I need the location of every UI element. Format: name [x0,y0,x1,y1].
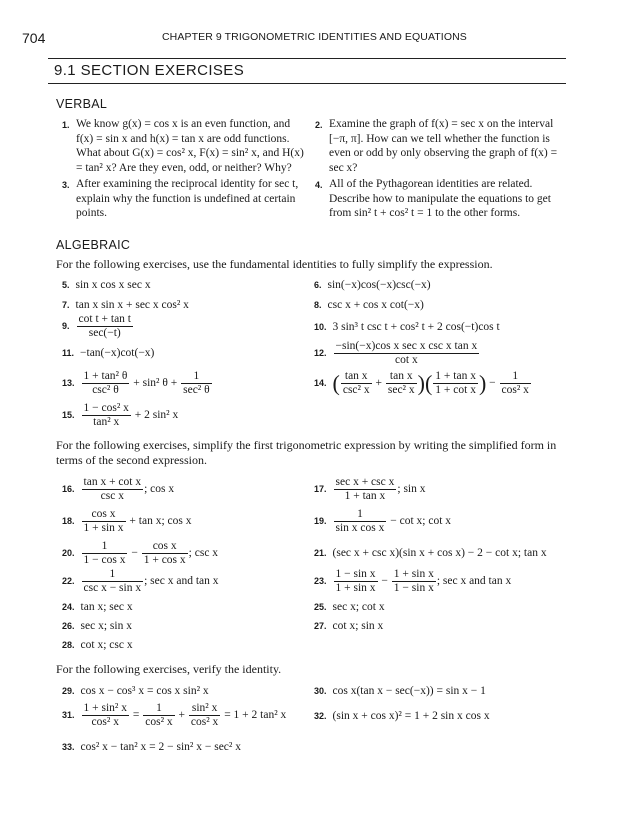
exercise-20: 20. $\frac{1}{\text{1 − cos x}}$ − $\frac{\text{cos x}}{\text{1 + cos x}}$ ; csc x [62,540,219,566]
exercise-33 [62,740,241,754]
exercise-3 [62,177,308,221]
exercise-14: 14. ( $\frac{\text{tan x}}{\text{csc² x}}$ + $\frac{\text{tan x}}{\text{sec² x}}$ )( $\frac{\text{1 + tan x}}{\text{1 + cot x}}$ ) − $\frac{1}{\text{cos² x}}$ [314,370,529,396]
expression-part: 1 + sin x [335,582,376,594]
expression-part: sin² x [189,702,220,716]
expression-part: 1 − sin x [335,568,376,580]
section-title: 9.1 SECTION EXERCISES [54,62,245,79]
exercise-16 [62,476,174,503]
expression-part: tan x [341,370,372,384]
fraction [386,370,417,397]
exercise-number: 21. [314,548,327,558]
expression-part: csc x + cos x cot(−x) [327,299,424,311]
exercise-23: 23. $\frac{\text{1 − sin x}}{\text{1 + sin x}}$ − $\frac{\text{1 + sin x}}{\text{1 − sin x}}$ ; sec x and tan x [314,568,512,594]
expression-part: cot x [395,354,418,366]
exercise-number: 6. [314,280,322,290]
expression-part: sin x cos x [335,522,385,534]
exercise-12 [314,340,480,367]
expression-part: cos² x [190,716,219,728]
exercise-number: 13. [62,378,75,389]
expression-part: = 1 + 2 tan² x [224,709,287,722]
expression-part: cos x(tan x − sec(−x)) = sin x − 1 [332,685,486,697]
exercise-1 [62,117,308,175]
exercise-number: 9. [62,321,70,332]
algebraic-heading: ALGEBRAIC [56,238,131,252]
expression-part: cos x − cos³ x = cos x sin² x [80,685,209,697]
expression-part: tan x sin x + sec x cos² x [75,299,189,311]
expression-part: 1 + sin x [83,522,124,534]
expression-part: 1 + sin² x [83,702,127,714]
expression-part: tan x; sec x [80,601,133,613]
expression-part: 1 [500,370,531,384]
expression-part: + 2 sin² x [134,409,179,422]
exercise-6 [314,278,431,292]
exercise-number: 8. [314,300,322,310]
exercise-text: We know g(x) = cos x is an even function, and f(x) = sin x and h(x) = tan x are odd functions. What about G(x) = cos² x, F(x) = sin² x, and H(x) = tan² x? Are they even, odd, or neither? Why? [76,118,304,174]
exercise-number: 7. [62,300,70,310]
expression-part: −sin(−x)cos x sec x csc x tan x [335,340,478,352]
parenthesis: ) [478,370,487,396]
exercise-18 [62,508,191,535]
exercise-number: 22. [62,576,75,587]
exercise-number: 28. [62,640,75,650]
exercise-number: 14. [314,378,327,389]
exercise-26 [62,619,132,633]
instruction-verify: For the following exercises, verify the identity. [56,662,282,676]
instruction-simplify: For the following exercises, use the fundamental identities to fully simplify the expression. [56,257,493,271]
exercise-number: 12. [314,348,327,359]
parenthesis: ( [332,370,340,396]
fraction [82,476,144,503]
running-header [162,31,467,43]
expression-part: + sin² θ + [133,377,178,390]
fraction [334,476,397,503]
page-number: 704 [22,30,46,46]
expression-part: sec(−t) [88,327,121,339]
exercise-number: 26. [62,621,75,631]
expression-part: csc² x [342,384,370,396]
expression-part: cos² x − tan² x = 2 − sin² x − sec² x [80,741,241,753]
exercise-22 [62,568,219,595]
exercise-number: 30. [314,686,327,696]
exercise-13 [62,370,213,397]
expression-part: 1 [82,568,144,582]
expression-part: 1 [143,702,174,716]
fraction [433,370,478,397]
expression-part: ; sec x and tan x [436,575,512,588]
expression-part: csc² θ [92,384,119,396]
exercise-number: 5. [62,280,70,290]
expression-part: (sin x + cos x)² = 1 + 2 sin x cos x [332,710,490,722]
expression-part: ; sec x and tan x [144,575,219,588]
expression-part: cos² x [91,716,119,728]
expression-part: ; cos x [144,483,175,496]
expression-part: ; sin x [397,483,426,496]
top-rule [48,58,566,59]
exercise-30 [314,684,486,698]
fraction [334,508,387,535]
fraction [189,702,220,729]
expression-part: tan x + cot x [83,476,142,488]
exercise-8 [314,298,424,312]
exercise-number: 25. [314,602,327,612]
exercise-number: 10. [314,322,327,332]
expression-part: 1 − cos x [83,554,126,566]
exercise-number: 16. [62,484,75,495]
expression-part: tan² x [93,416,120,428]
exercise-2 [315,117,561,175]
expression-part: csc x − sin x [83,582,142,594]
expression-part: cot x; csc x [80,639,133,651]
exercise-number: 11. [62,348,75,358]
chapter-title: TRIGONOMETRIC IDENTITIES AND EQUATIONS [224,31,467,43]
expression-part: cot x; sin x [332,620,384,632]
fraction [82,568,144,595]
exercise-17 [314,476,426,503]
exercise-15 [62,402,178,429]
fraction [142,540,188,567]
exercise-number: 23. [314,576,327,587]
exercise-5 [62,278,151,292]
exercise-number: 4. [315,180,323,190]
exercise-number: 19. [314,516,327,527]
exercise-7 [62,298,189,312]
fraction [341,370,372,397]
instruction-rewrite: For the following exercises, simplify the first trigonometric expression by writing the simplified form in terms of the second expression. [56,438,557,467]
exercise-31: 31. $\frac{\text{1 + sin² x}}{\text{cos² x}}$ = $\frac{1}{\text{cos² x}}$ + $\frac{\text{sin² x}}{\text{cos² x}}$ = 1 + 2 tan² x [62,702,287,728]
expression-part: + tan x; cos x [129,515,192,528]
fraction [143,702,174,729]
fraction [334,340,480,367]
fraction [82,508,126,535]
exercise-number: 15. [62,410,75,421]
exercise-number: 24. [62,602,75,612]
exercise-number: 17. [314,484,327,495]
expression-part: − cot x; cot x [390,515,452,528]
exercise-27 [314,619,383,633]
fraction [181,370,212,397]
expression-part: cos x [142,540,188,554]
exercise-number: 3. [62,180,70,190]
fraction [82,402,131,429]
exercise-number: 27. [314,621,327,631]
exercise-text: After examining the reciprocal identity for sec t, explain why the function is undefined at certain points. [76,178,299,219]
exercise-number: 1. [62,120,70,130]
fraction [392,568,436,595]
exercise-number: 29. [62,686,75,696]
fraction [82,370,130,397]
expression-part: cos x [82,508,126,522]
fraction [500,370,531,397]
expression-part: 1 + cot x [435,384,476,396]
expression-part: cot t + tan t [78,313,131,325]
expression-part: 3 sin³ t csc t + cos² t + 2 cos(−t)cos t [332,321,500,333]
exercise-28 [62,638,133,652]
expression-part: ; csc x [188,547,219,560]
title-rule [48,83,566,84]
exercise-number: 31. [62,710,75,721]
chapter-label: CHAPTER 9 [162,31,222,43]
expression-part: 1 + sin x [393,568,434,580]
exercise-number: 33. [62,742,75,752]
expression-part: sec x; sin x [80,620,132,632]
exercise-number: 32. [314,711,327,721]
expression-part: sec x; cot x [332,601,385,613]
expression-part: sec² θ [183,384,210,396]
exercise-21 [314,546,547,560]
expression-part: 1 [334,508,387,522]
expression-part: (sec x + csc x)(sin x + cos x) − 2 − cot x; tan x [332,547,547,559]
expression-part: sec² x [387,384,415,396]
expression-part: tan x [386,370,417,384]
exercise-10 [314,320,500,334]
expression-part: 1 + tan x [435,370,476,382]
expression-part: cos² x [501,384,529,396]
exercise-19 [314,508,451,535]
exercise-text: All of the Pythagorean identities are related. Describe how to manipulate the equations to get from sin² t + cos² t = 1 to the other forms. [329,178,551,219]
fraction [82,540,128,567]
exercise-11 [62,346,154,360]
expression-part: −tan(−x)cot(−x) [80,347,155,359]
expression-part: 1 − sin x [393,582,434,594]
exercise-text: Examine the graph of f(x) = sec x on the interval [−π, π]. How can we tell whether the function is even or odd by only observing the graph of f(x) = sec x? [329,118,558,174]
exercise-number: 20. [62,548,75,559]
expression-part: 1 − cos² x [83,402,129,414]
expression-part: 1 [82,540,128,554]
expression-part: csc x [100,490,124,502]
expression-part: 1 [181,370,212,384]
expression-part: 1 + cos x [143,554,186,566]
parenthesis: )( [417,370,433,396]
exercise-4 [315,177,561,221]
fraction [82,702,129,729]
exercise-number: 18. [62,516,75,527]
verbal-heading: VERBAL [56,97,108,111]
fraction [334,568,378,595]
exercise-24 [62,600,133,614]
expression-part: sin(−x)cos(−x)csc(−x) [327,279,431,291]
exercise-29 [62,684,209,698]
expression-part: sec x + csc x [335,476,395,488]
exercise-number: 2. [315,120,323,130]
expression-part: 1 + tan x [344,490,386,502]
exercise-25 [314,600,385,614]
exercise-9 [62,313,134,340]
expression-part: cos² x [145,716,173,728]
expression-part: 1 + tan² θ [83,370,128,382]
exercise-32 [314,709,490,723]
fraction [77,313,133,340]
expression-part: sin x cos x sec x [75,279,151,291]
